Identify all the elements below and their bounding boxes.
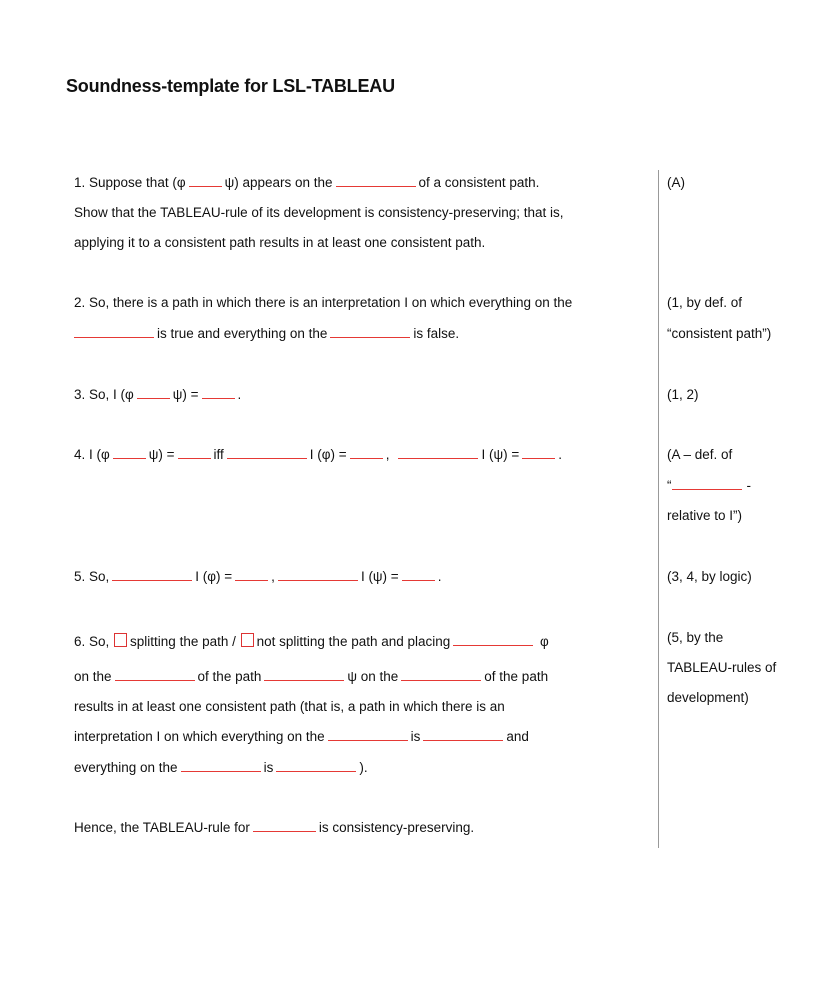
blank (178, 446, 211, 459)
step-3-justification: (1, 2) (667, 387, 699, 402)
blank (115, 668, 195, 681)
step-3 (74, 386, 241, 404)
document-title: Soundness-template for LSL-TABLEAU (66, 76, 395, 96)
blank (398, 446, 478, 459)
text: and (506, 729, 529, 744)
blank (328, 728, 408, 741)
text: of the path (484, 669, 549, 684)
blank (330, 325, 410, 338)
step-6-line-5 (74, 759, 368, 777)
text: I (ψ) = (481, 447, 520, 462)
step-2-justification-2: “consistent path”) (667, 326, 772, 341)
step-1-line-1 (74, 174, 539, 192)
step-6-line-1 (74, 633, 549, 651)
blank (423, 728, 503, 741)
step-2-line-2 (74, 325, 459, 343)
blank (137, 386, 170, 399)
step-4-justification-3: relative to I”) (667, 508, 743, 523)
step-4-justification-1: (A – def. of (667, 447, 733, 462)
blank (402, 568, 435, 581)
blank (672, 477, 742, 490)
blank (336, 174, 416, 187)
text: ψ) = (172, 387, 199, 402)
step-1-line-3: applying it to a consistent path results in at least one consistent path. (74, 235, 486, 250)
step-5 (74, 568, 441, 586)
text: - (746, 478, 751, 493)
split-path-checkbox[interactable] (114, 633, 127, 647)
step-1-justification: (A) (667, 175, 685, 190)
text: . (558, 447, 562, 462)
blank (278, 568, 358, 581)
text: interpretation I on which everything on the (74, 729, 325, 744)
text: on the (74, 669, 112, 684)
step-6-line-2 (74, 668, 548, 686)
text: of a consistent path. (418, 175, 540, 190)
text: “ (667, 478, 672, 493)
step-2-justification-1: (1, by def. of (667, 295, 743, 310)
text: 4. I (φ (74, 447, 110, 462)
text: I (φ) = (309, 447, 347, 462)
column-divider (658, 170, 659, 848)
step-1-line-2: Show that the TABLEAU-rule of its development is consistency-preserving; that is, (74, 205, 564, 220)
blank (522, 446, 555, 459)
text: splitting the path / (130, 634, 236, 649)
step-5-justification: (3, 4, by logic) (667, 569, 752, 584)
step-6-line-3: results in at least one consistent path (that is, a path in which there is an (74, 699, 505, 714)
text: everything on the (74, 760, 178, 775)
blank (181, 759, 261, 772)
blank (113, 446, 146, 459)
text: I (ψ) = (360, 569, 399, 584)
text: not splitting the path and placing (256, 634, 451, 649)
step-6-justification-3: development) (667, 690, 749, 705)
text: , (385, 447, 390, 462)
text: 5. So, (74, 569, 110, 584)
text: Hence, the TABLEAU-rule for (74, 820, 250, 835)
blank (453, 633, 533, 646)
text: I (φ) = (195, 569, 233, 584)
text: 1. Suppose that (φ (74, 175, 186, 190)
blank (350, 446, 383, 459)
blank (253, 819, 316, 832)
blank (112, 568, 192, 581)
step-6-justification-2: TABLEAU-rules of (667, 660, 777, 675)
text: , (271, 569, 275, 584)
blank (189, 174, 222, 187)
step-4 (74, 446, 562, 464)
text: is false. (413, 326, 460, 341)
blank (202, 386, 235, 399)
blank (74, 325, 154, 338)
text: ψ) = (148, 447, 175, 462)
text: is (263, 760, 274, 775)
text: ). (359, 760, 368, 775)
text: of the path (197, 669, 262, 684)
not-split-path-checkbox[interactable] (241, 633, 254, 647)
text: 6. So, (74, 634, 110, 649)
text: . (437, 569, 442, 584)
blank (401, 668, 481, 681)
step-6-justification-1: (5, by the (667, 630, 724, 645)
blank (264, 668, 344, 681)
text: iff (213, 447, 224, 462)
text: ψ on the (347, 669, 399, 684)
text: φ (540, 634, 549, 649)
text: . (237, 387, 242, 402)
blank (235, 568, 268, 581)
text: ψ) appears on the (224, 175, 333, 190)
step-2-line-1: 2. So, there is a path in which there is an interpretation I on which everything on the (74, 295, 573, 310)
blank (276, 759, 356, 772)
text: is (410, 729, 421, 744)
text: is consistency-preserving. (318, 820, 475, 835)
blank (227, 446, 307, 459)
step-6-line-4 (74, 728, 529, 746)
text: 3. So, I (φ (74, 387, 134, 402)
step-4-justification-2 (667, 477, 751, 495)
conclusion (74, 819, 474, 837)
text: is true and everything on the (157, 326, 328, 341)
